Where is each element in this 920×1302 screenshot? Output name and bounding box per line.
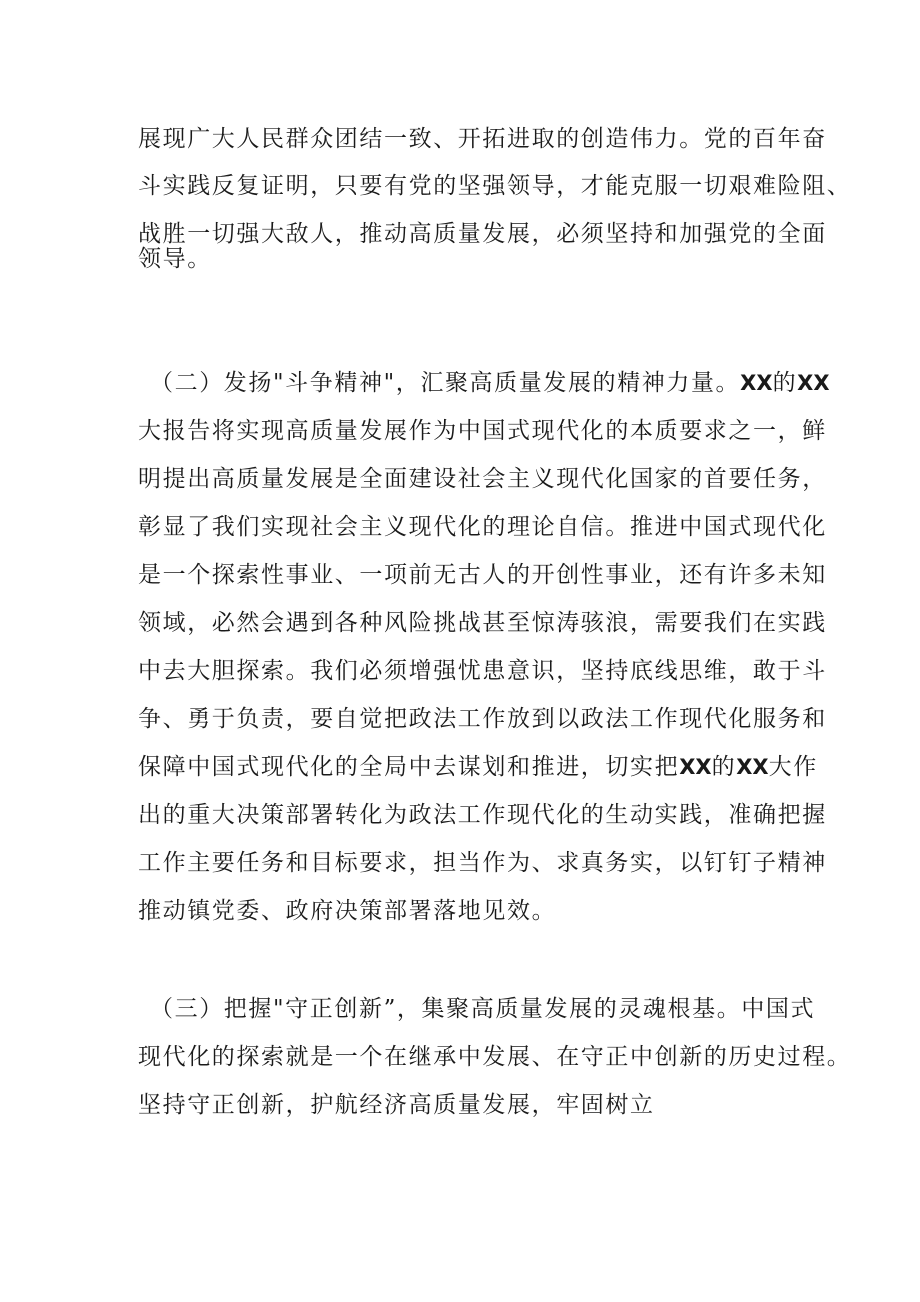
paragraph-1-line-1: 展现广大人民群众团结一致、开拓进取的创造伟力。党的百年奋: [138, 126, 827, 152]
paragraph-3-line-2: 现代化的探索就是一个在继承中发展、在守正中创新的历史过程。: [138, 1044, 852, 1070]
paragraph-1-line-2: 斗实践反复证明，只要有党的坚强领导，才能克服一切艰难险阻、: [138, 173, 852, 199]
paragraph-2-heading: （二）发扬"斗争精神"，汇聚高质量发展的精神力量。: [150, 370, 741, 396]
paragraph-3-line-1: （三）把握"守正创新”，集聚高质量发展的灵魂根基。中国式: [150, 996, 816, 1022]
placeholder-xx: XX: [736, 755, 769, 779]
paragraph-2-line-7: 中去大胆探索。我们必须增强忧患意识，坚持底线思维，敢于斗: [138, 658, 827, 684]
placeholder-xx: XX: [679, 755, 712, 779]
paragraph-2-line-9: [138, 752, 818, 782]
particle-de: 的: [711, 754, 737, 780]
paragraph-2-line-1: [150, 368, 830, 398]
paragraph-2-line-8: 争、勇于负责，要自觉把政法工作放到以政法工作现代化服务和: [138, 706, 827, 732]
paragraph-2-line-10: 出的重大决策部署转化为政法工作现代化的生动实践，准确把握: [138, 802, 827, 828]
particle-de: 的: [772, 370, 798, 396]
paragraph-2-line-6: 领域，必然会遇到各种风险挑战甚至惊涛骇浪，需要我们在实践: [138, 610, 827, 636]
placeholder-xx: XX: [740, 371, 773, 395]
paragraph-2-line-2: 大报告将实现高质量发展作为中国式现代化的本质要求之一，鲜: [138, 418, 827, 444]
paragraph-2-line-12: 推动镇党委、政府决策部署落地见效。: [138, 898, 557, 924]
text-segment: 大作: [768, 754, 818, 780]
paragraph-2-line-5: 是一个探索性事业、一项前无古人的开创性事业，还有许多未知: [138, 562, 827, 588]
paragraph-2-line-11: 工作主要任务和目标要求，担当作为、求真务实，以钉钉子精神: [138, 850, 827, 876]
placeholder-xx: XX: [797, 371, 830, 395]
paragraph-1-line-4: 领导。: [138, 246, 212, 272]
paragraph-2-line-3: 明提出高质量发展是全面建设社会主义现代化国家的首要任务，: [138, 466, 827, 492]
text-segment: 保障中国式现代化的全局中去谋划和推进，切实把: [138, 754, 680, 780]
paragraph-1-line-3: 战胜一切强大敌人，推动高质量发展，必须坚持和加强党的全面: [138, 221, 827, 247]
paragraph-2-line-4: 彰显了我们实现社会主义现代化的理论自信。推进中国式现代化: [138, 514, 827, 540]
paragraph-3-line-3: 坚持守正创新，护航经济高质量发展，牢固树立: [138, 1092, 655, 1118]
